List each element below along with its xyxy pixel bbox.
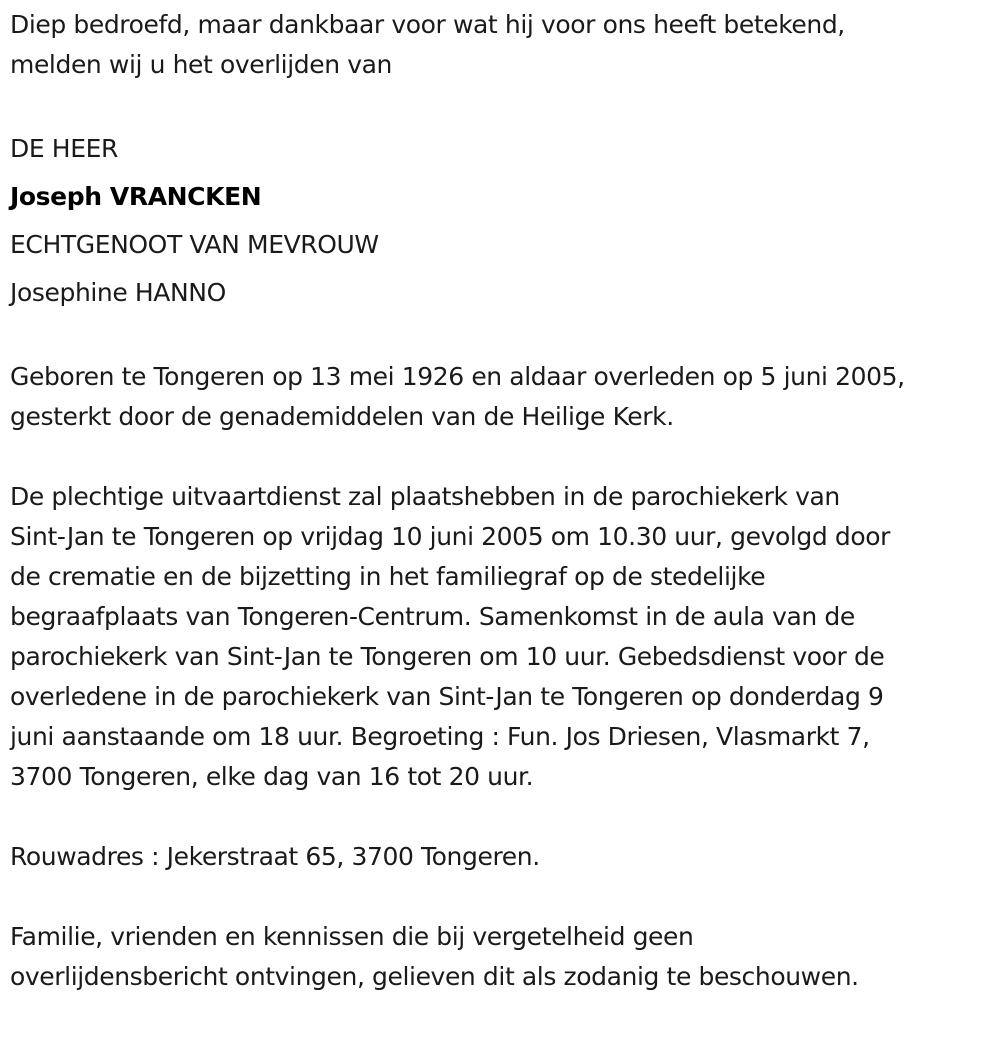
intro-line: Diep bedroefd, maar dankbaar voor wat hij voor ons heeft betekend, bbox=[10, 10, 845, 39]
intro-line: melden wij u het overlijden van bbox=[10, 50, 392, 79]
honorific: DE HEER bbox=[10, 134, 118, 163]
closing-paragraph bbox=[10, 917, 990, 997]
birth-line: Geboren te Tongeren op 13 mei 1926 en aldaar overleden op 5 juni 2005, bbox=[10, 362, 905, 391]
deceased-name: Joseph VRANCKEN bbox=[10, 182, 262, 211]
birth-paragraph bbox=[10, 357, 990, 437]
funeral-line: begraafplaats van Tongeren-Centrum. Samenkomst in de aula van de bbox=[10, 602, 855, 631]
deceased-block bbox=[10, 125, 990, 317]
funeral-line: Sint-Jan te Tongeren op vrijdag 10 juni 2005 om 10.30 uur, gevolgd door bbox=[10, 522, 891, 551]
funeral-line: 3700 Tongeren, elke dag van 16 tot 20 uur. bbox=[10, 762, 534, 791]
funeral-paragraph bbox=[10, 477, 990, 797]
mourning-address: Rouwadres : Jekerstraat 65, 3700 Tongeren. bbox=[10, 842, 540, 871]
funeral-line: De plechtige uitvaartdienst zal plaatshebben in de parochiekerk van bbox=[10, 482, 840, 511]
intro-paragraph bbox=[10, 5, 990, 85]
birth-line: gesterkt door de genademiddelen van de Heilige Kerk. bbox=[10, 402, 674, 431]
funeral-line: parochiekerk van Sint-Jan te Tongeren om 10 uur. Gebedsdienst voor de bbox=[10, 642, 885, 671]
spouse-name: Josephine HANNO bbox=[10, 278, 226, 307]
funeral-line: de crematie en de bijzetting in het familiegraf op de stedelijke bbox=[10, 562, 766, 591]
funeral-line: juni aanstaande om 18 uur. Begroeting : Fun. Jos Driesen, Vlasmarkt 7, bbox=[10, 722, 870, 751]
closing-line: overlijdensbericht ontvingen, gelieven dit als zodanig te beschouwen. bbox=[10, 962, 859, 991]
relation-label: ECHTGENOOT VAN MEVROUW bbox=[10, 230, 379, 259]
address-paragraph bbox=[10, 837, 990, 877]
obituary-notice bbox=[10, 5, 990, 1037]
funeral-line: overledene in de parochiekerk van Sint-Jan te Tongeren op donderdag 9 bbox=[10, 682, 884, 711]
closing-line: Familie, vrienden en kennissen die bij vergetelheid geen bbox=[10, 922, 694, 951]
